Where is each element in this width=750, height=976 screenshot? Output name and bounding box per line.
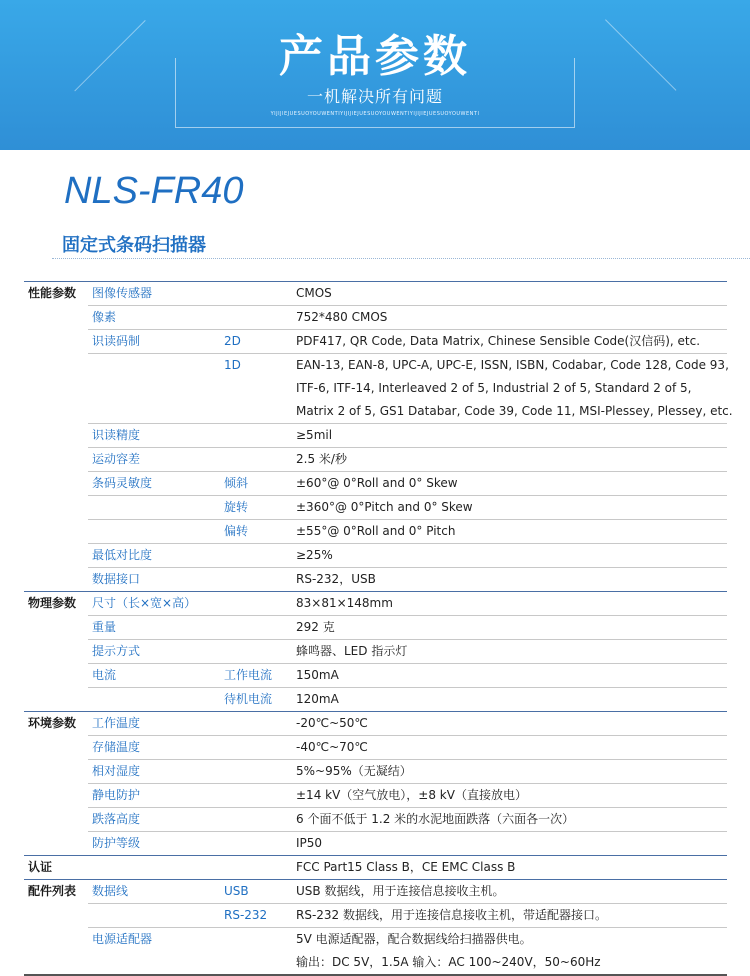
spec-subname: 偏转	[222, 520, 294, 544]
spec-row	[24, 616, 727, 640]
spec-row	[24, 880, 727, 904]
product-type: 固定式条码扫描器	[62, 235, 206, 256]
spec-value: ITF-6, ITF-14, Interleaved 2 of 5, Industrial 2 of 5, Standard 2 of 5,	[296, 381, 692, 395]
spec-subname	[222, 282, 294, 306]
spec-value: ≥5mil	[294, 424, 727, 448]
spec-subname: 1D	[222, 354, 294, 378]
spec-category	[24, 448, 88, 472]
spec-row	[24, 712, 727, 736]
spec-row	[24, 354, 727, 378]
spec-category	[24, 640, 88, 664]
spec-value: 输出：DC 5V，1.5A 输入：AC 100~240V，50~60Hz	[294, 951, 727, 975]
divider	[52, 258, 750, 259]
spec-value: 2.5 米/秒	[294, 448, 727, 472]
spec-subname	[222, 448, 294, 472]
spec-row	[24, 832, 727, 856]
spec-name: 存储温度	[88, 736, 222, 760]
spec-value: -20℃~50℃	[294, 712, 727, 736]
spec-row	[24, 377, 727, 400]
spec-row	[24, 544, 727, 568]
spec-category: 环境参数	[24, 712, 88, 736]
spec-subname	[222, 760, 294, 784]
spec-name: 电流	[88, 664, 222, 688]
banner-title: 产品参数	[279, 31, 471, 82]
spec-name	[88, 354, 222, 378]
spec-name: 尺寸（长×宽×高）	[88, 592, 222, 616]
spec-value: -40℃~70℃	[294, 736, 727, 760]
spec-value: 5%~95%（无凝结）	[294, 760, 727, 784]
spec-subname	[222, 424, 294, 448]
spec-value: RS-232 数据线，用于连接信息接收主机，带适配器接口。	[294, 904, 727, 928]
spec-name: 提示方式	[88, 640, 222, 664]
spec-name	[88, 904, 222, 928]
spec-name	[88, 856, 222, 880]
spec-category	[24, 400, 88, 424]
product-model: NLS-FR40	[64, 170, 244, 212]
spec-category	[24, 520, 88, 544]
spec-category	[24, 928, 88, 952]
spec-subname	[222, 592, 294, 616]
spec-category: 认证	[24, 856, 88, 880]
spec-row	[24, 400, 727, 424]
spec-value: Matrix 2 of 5, GS1 Databar, Code 39, Code 11, MSI-Plessey, Plessey, etc.	[296, 404, 733, 418]
spec-subname	[222, 856, 294, 880]
spec-subname	[222, 784, 294, 808]
spec-name: 识读精度	[88, 424, 222, 448]
spec-value: 蜂鸣器、LED 指示灯	[294, 640, 727, 664]
spec-name: 条码灵敏度	[88, 472, 222, 496]
spec-row	[24, 520, 727, 544]
spec-category	[24, 760, 88, 784]
spec-row	[24, 448, 727, 472]
spec-subname: 待机电流	[222, 688, 294, 712]
spec-row	[24, 472, 727, 496]
spec-row	[24, 688, 727, 712]
spec-name: 图像传感器	[88, 282, 222, 306]
spec-row	[24, 856, 727, 880]
spec-name	[88, 520, 222, 544]
spec-name: 电源适配器	[88, 928, 222, 952]
spec-category	[24, 736, 88, 760]
banner-subtitle: 一机解决所有问题	[306, 87, 443, 106]
spec-row	[24, 808, 727, 832]
spec-name: 像素	[88, 306, 222, 330]
spec-value: ±14 kV（空气放电），±8 kV（直接放电）	[294, 784, 727, 808]
spec-category	[24, 330, 88, 354]
spec-value: ±55°@ 0°Roll and 0° Pitch	[294, 520, 727, 544]
spec-name: 跌落高度	[88, 808, 222, 832]
spec-row	[24, 592, 727, 616]
spec-category: 性能参数	[24, 282, 88, 306]
spec-value: 6 个面不低于 1.2 米的水泥地面跌落（六面各一次）	[294, 808, 727, 832]
spec-category	[24, 664, 88, 688]
spec-subname	[222, 377, 294, 400]
spec-row	[24, 736, 727, 760]
spec-value: ±360°@ 0°Pitch and 0° Skew	[294, 496, 727, 520]
spec-name: 防护等级	[88, 832, 222, 856]
spec-category	[24, 424, 88, 448]
spec-value: IP50	[294, 832, 727, 856]
spec-category	[24, 808, 88, 832]
spec-subname	[222, 544, 294, 568]
spec-value: 83×81×148mm	[294, 592, 727, 616]
spec-subname: 2D	[222, 330, 294, 354]
spec-category	[24, 688, 88, 712]
spec-name: 运动容差	[88, 448, 222, 472]
spec-category	[24, 544, 88, 568]
spec-row	[24, 306, 727, 330]
spec-subname	[222, 568, 294, 592]
spec-category	[24, 951, 88, 975]
spec-subname	[222, 951, 294, 975]
spec-value: RS-232，USB	[294, 568, 727, 592]
spec-name: 静电防护	[88, 784, 222, 808]
spec-row	[24, 664, 727, 688]
spec-name	[88, 496, 222, 520]
spec-subname	[222, 640, 294, 664]
spec-value: EAN-13, EAN-8, UPC-A, UPC-E, ISSN, ISBN, Codabar, Code 128, Code 93,	[294, 354, 727, 378]
spec-row	[24, 760, 727, 784]
spec-name: 最低对比度	[88, 544, 222, 568]
spec-category	[24, 496, 88, 520]
spec-category	[24, 904, 88, 928]
spec-name	[88, 377, 222, 400]
spec-category	[24, 472, 88, 496]
spec-subname	[222, 306, 294, 330]
spec-subname	[222, 928, 294, 952]
spec-subname	[222, 736, 294, 760]
spec-row	[24, 568, 727, 592]
spec-name	[88, 688, 222, 712]
spec-subname: 倾斜	[222, 472, 294, 496]
spec-name	[88, 400, 222, 424]
spec-name: 识读码制	[88, 330, 222, 354]
spec-category	[24, 784, 88, 808]
spec-subname	[222, 808, 294, 832]
spec-subname: 旋转	[222, 496, 294, 520]
banner-tagline: YIJIJIEJUESUOYOUWENTIYIJIJIEJUESUOYOUWENTIYIJIJIEJUESUOYOUWENTI	[270, 111, 480, 117]
spec-row	[24, 951, 727, 975]
spec-value: PDF417, QR Code, Data Matrix, Chinese Sensible Code(汉信码), etc.	[294, 330, 727, 354]
spec-category: 配件列表	[24, 880, 88, 904]
spec-category: 物理参数	[24, 592, 88, 616]
spec-value: 5V 电源适配器，配合数据线给扫描器供电。	[294, 928, 727, 952]
banner	[0, 0, 750, 150]
spec-value: 752*480 CMOS	[294, 306, 727, 330]
spec-row	[24, 330, 727, 354]
spec-subname: USB	[222, 880, 294, 904]
spec-name: 相对湿度	[88, 760, 222, 784]
spec-category	[24, 377, 88, 400]
spec-name: 数据接口	[88, 568, 222, 592]
spec-subname: RS-232	[222, 904, 294, 928]
spec-subname	[222, 712, 294, 736]
spec-table	[24, 281, 733, 976]
spec-category	[24, 354, 88, 378]
spec-name: 数据线	[88, 880, 222, 904]
spec-row	[24, 928, 727, 952]
spec-category	[24, 306, 88, 330]
spec-row	[24, 784, 727, 808]
spec-value: CMOS	[294, 282, 727, 306]
spec-value: FCC Part15 Class B，CE EMC Class B	[294, 856, 727, 880]
spec-category	[24, 832, 88, 856]
spec-category	[24, 568, 88, 592]
spec-row	[24, 640, 727, 664]
spec-subname: 工作电流	[222, 664, 294, 688]
spec-subname	[222, 832, 294, 856]
spec-row	[24, 496, 727, 520]
spec-value: 120mA	[294, 688, 727, 712]
spec-value: USB 数据线，用于连接信息接收主机。	[294, 880, 727, 904]
spec-row	[24, 424, 727, 448]
spec-category	[24, 616, 88, 640]
spec-subname	[222, 400, 294, 424]
spec-value: ±60°@ 0°Roll and 0° Skew	[294, 472, 727, 496]
spec-value: 292 克	[294, 616, 727, 640]
spec-value: ≥25%	[294, 544, 727, 568]
spec-name: 重量	[88, 616, 222, 640]
spec-subname	[222, 616, 294, 640]
spec-name: 工作温度	[88, 712, 222, 736]
spec-value: 150mA	[294, 664, 727, 688]
spec-name	[88, 951, 222, 975]
spec-row	[24, 904, 727, 928]
spec-row	[24, 282, 727, 306]
